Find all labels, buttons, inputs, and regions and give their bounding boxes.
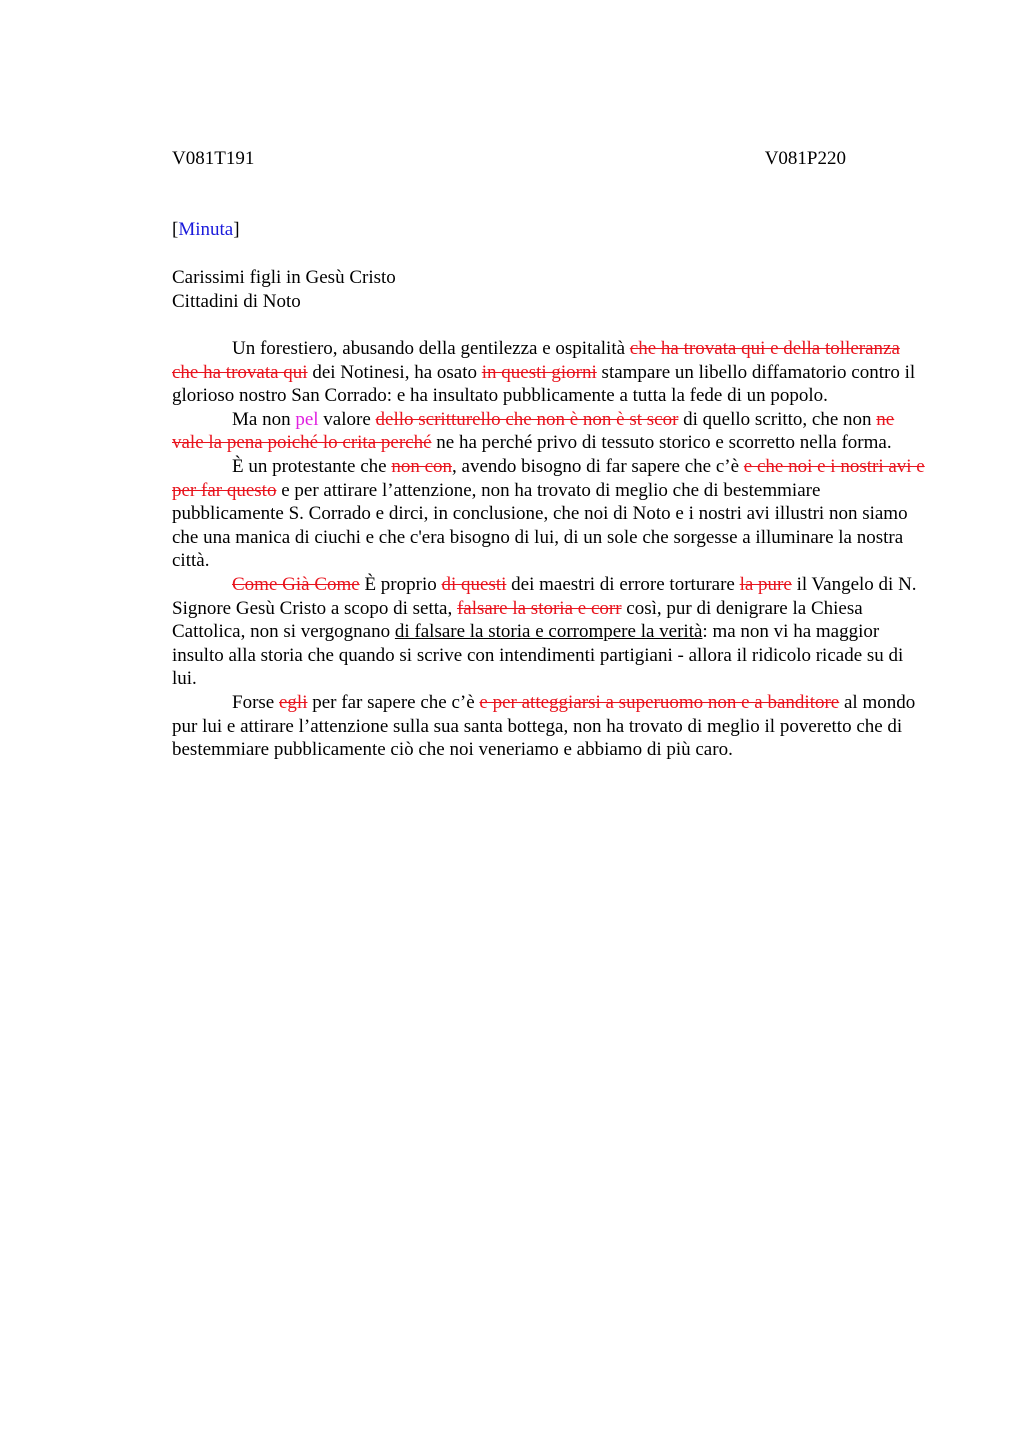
deleted-text: falsare la storia e corr: [456, 597, 622, 619]
text-segment: Ma non: [232, 408, 296, 430]
text-segment: il Vangelo di N. Signore Gesù Cristo a scopo di setta,: [172, 573, 917, 619]
paragraph: [172, 573, 930, 691]
text-segment: valore: [318, 408, 376, 430]
text-segment: al mondo pur lui e attirare l’attenzione sulla sua santa bottega, non ha trovato di meglio il poveretto che di bestemmiare pubblicamente ciò che noi veneriamo e abbiamo di più caro.: [172, 691, 916, 761]
salutation: [172, 266, 396, 314]
deleted-text: dello scritturello che non è non è st scor: [375, 408, 679, 430]
page-id: V081P220: [764, 148, 846, 169]
deleted-text: Come Già Come: [232, 573, 360, 595]
document-id: V081T191: [172, 148, 255, 169]
deleted-text: ne vale la pena poiché lo crita perché: [172, 408, 895, 454]
document-type: [172, 218, 240, 241]
text-segment: dei maestri di errore torturare: [506, 573, 740, 595]
deleted-text: che ha trovata qui e della tolleranza che ha trovata qui: [172, 338, 900, 383]
deleted-text: e che noi e i nostri avi e per far questo: [172, 455, 925, 501]
text-segment: ne ha perché privo di tessuto storico e scorretto nella forma.: [431, 432, 892, 454]
deleted-text: non con: [391, 455, 453, 477]
text-segment: , avendo bisogno di far sapere che c’è: [452, 455, 744, 477]
paragraph: [172, 455, 930, 573]
text-segment: così, pur di denigrare la Chiesa Cattolica, non si vergognano: [172, 597, 863, 643]
underlined-text: di falsare la storia e corrompere la verità: [394, 621, 703, 643]
salutation-line: Carissimi figli in Gesù Cristo: [172, 267, 396, 288]
minuta-label: Minuta: [178, 219, 234, 240]
paragraph: [172, 691, 930, 762]
text-segment: stampare un libello diffamatorio contro il glorioso nostro San Corrado: e ha insultato pubblicamente a tutta la fede di un popolo.: [172, 361, 916, 407]
salutation-line: Cittadini di Noto: [172, 291, 301, 312]
deleted-text: di questi: [441, 573, 507, 595]
text-segment: per far sapere che c’è: [307, 691, 480, 713]
letter-body: [172, 337, 930, 762]
bracket-open: [: [172, 219, 179, 240]
deleted-text: in questi giorni: [481, 361, 597, 383]
text-segment: di quello scritto, che non: [678, 408, 877, 430]
paragraph: [172, 408, 930, 455]
deleted-text: egli: [278, 691, 308, 713]
deleted-text: e per atteggiarsi a superuomo non e a banditore: [479, 691, 840, 713]
paragraph: [172, 337, 930, 408]
text-segment: Forse: [232, 691, 279, 713]
text-segment: È un protestante che: [232, 455, 392, 477]
text-segment: e per attirare l’attenzione, non ha trovato di meglio che di bestemmiare pubblicamente S. Corrado e dirci, in conclusione, che noi di Noto e i nostri avi illustri non siamo che una manica di ciuchi e che c'era bisogno di lui, di un sole che sorgesse a illuminare la nostra città.: [172, 479, 908, 572]
text-segment: È proprio: [359, 573, 442, 595]
bracket-close: ]: [233, 219, 240, 240]
text-segment: : ma non vi ha maggior insulto alla storia che quando si scrive con intendimenti partigiani - allora il ridicolo ricade su di lui.: [172, 621, 904, 690]
deleted-text: la pure: [739, 573, 792, 595]
document-header: [172, 147, 846, 170]
inserted-text: pel: [295, 408, 319, 430]
text-segment: dei Notinesi, ha osato: [307, 361, 482, 383]
text-segment: Un forestiero, abusando della gentilezza e ospitalità: [232, 338, 630, 359]
